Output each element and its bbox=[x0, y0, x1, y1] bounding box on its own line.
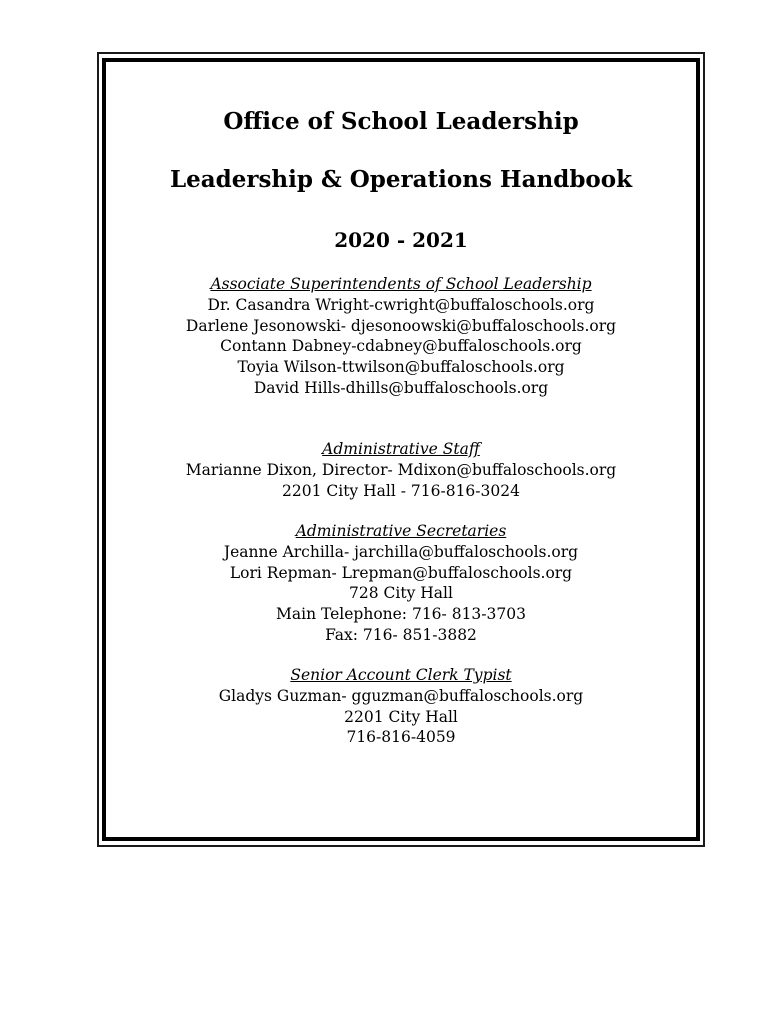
contact-line: 728 City Hall bbox=[349, 584, 453, 603]
contact-line: Gladys Guzman- gguzman@buffaloschools.org bbox=[218, 686, 584, 705]
section-associate-superintendents bbox=[102, 274, 700, 399]
section-heading: Administrative Staff bbox=[322, 440, 480, 458]
contact-line: Darlene Jesonowski- djesonoowski@buffaloschools.org bbox=[185, 316, 617, 335]
contact-line: Dr. Casandra Wright-cwright@buffaloschools.org bbox=[207, 295, 595, 314]
contact-line: 2201 City Hall bbox=[344, 707, 458, 726]
office-title: Office of School Leadership bbox=[223, 108, 579, 135]
section-administrative-staff bbox=[102, 439, 700, 501]
contact-line: 2201 City Hall - 716-816-3024 bbox=[282, 481, 520, 500]
contact-line: David Hills-dhills@buffaloschools.org bbox=[253, 378, 549, 397]
contact-line: 716-816-4059 bbox=[346, 728, 456, 747]
section-heading: Associate Superintendents of School Leadership bbox=[210, 275, 592, 293]
contact-line: Main Telephone: 716- 813-3703 bbox=[276, 605, 526, 624]
contact-line: Marianne Dixon, Director- Mdixon@buffaloschools.org bbox=[185, 460, 617, 479]
section-heading: Administrative Secretaries bbox=[295, 522, 507, 540]
school-year: 2020 - 2021 bbox=[334, 228, 468, 252]
contact-line: Jeanne Archilla- jarchilla@buffaloschools.org bbox=[223, 542, 579, 561]
contact-line: Contann Dabney-cdabney@buffaloschools.org bbox=[220, 337, 582, 356]
section-heading: Senior Account Clerk Typist bbox=[290, 666, 512, 684]
contact-line: Lori Repman- Lrepman@buffaloschools.org bbox=[229, 563, 573, 582]
handbook-title: Leadership & Operations Handbook bbox=[169, 166, 633, 193]
contact-line: Fax: 716- 851-3882 bbox=[325, 625, 477, 644]
section-senior-account-clerk bbox=[102, 665, 700, 748]
contact-line: Toyia Wilson-ttwilson@buffaloschools.org bbox=[237, 358, 565, 377]
section-administrative-secretaries bbox=[102, 521, 700, 646]
